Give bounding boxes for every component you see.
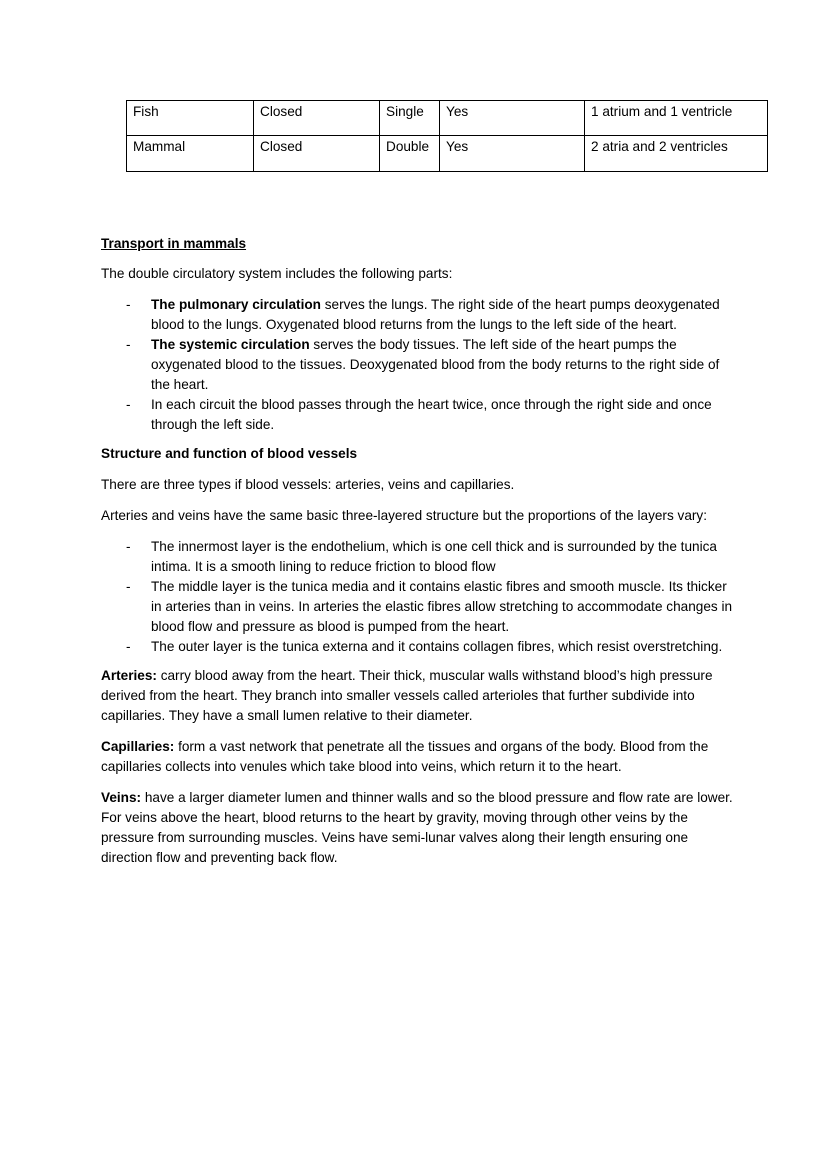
veins-text: have a larger diameter lumen and thinner walls and so the blood pressure and flow rate are lower. For veins above the heart, blood returns to the heart by gravity, moving through other veins by the pressure from surrounding muscles. Veins have semi-lunar valves along their length ensuring one direction flow and preventing back flow. (101, 790, 733, 865)
section-heading-blood-vessels: Structure and function of blood vessels (101, 446, 358, 461)
capillaries-paragraph (101, 737, 741, 777)
term-veins: Veins: (101, 790, 142, 805)
cell-heart: Yes (440, 101, 585, 136)
list-item (101, 335, 741, 395)
bullet-dash: - (126, 297, 131, 312)
term-capillaries: Capillaries: (101, 739, 175, 754)
circulation-list (101, 295, 741, 435)
circulatory-systems-table (126, 100, 768, 172)
list-item-text: The innermost layer is the endothelium, which is one cell thick and is surrounded by the tunica intima. It is a smooth lining to reduce friction to blood flow (151, 539, 717, 574)
table-row (127, 136, 768, 172)
table-row (127, 101, 768, 136)
cell-organism: Fish (127, 101, 254, 136)
bullet-dash: - (126, 579, 131, 594)
term-pulmonary: The pulmonary circulation (151, 297, 321, 312)
list-item (101, 637, 741, 657)
cell-system-type: Closed (254, 136, 380, 172)
arteries-text: carry blood away from the heart. Their thick, muscular walls withstand blood’s high pressure derived from the heart. They branch into smaller vessels called arterioles that further subdivide into capillaries. They have a small lumen relative to their diameter. (101, 668, 713, 723)
arteries-paragraph (101, 666, 741, 726)
list-item-text: serves the body tissues. The left side of the heart pumps the oxygenated blood to the tissues. Deoxygenated blood from the body returns to the right side of the heart. (151, 337, 720, 392)
bullet-dash: - (126, 397, 131, 412)
cell-circulation: Single (380, 101, 440, 136)
term-arteries: Arteries: (101, 668, 157, 683)
cell-chambers: 2 atria and 2 ventricles (585, 136, 768, 172)
intro-paragraph: The double circulatory system includes the following parts: (101, 266, 453, 281)
cell-chambers: 1 atrium and 1 ventricle (585, 101, 768, 136)
list-item (101, 577, 741, 637)
layers-list (101, 537, 741, 657)
cell-organism: Mammal (127, 136, 254, 172)
term-systemic: The systemic circulation (151, 337, 310, 352)
document-body (101, 234, 741, 879)
cell-system-type: Closed (254, 101, 380, 136)
list-item (101, 395, 741, 435)
list-item-text: The middle layer is the tunica media and it contains elastic fibres and smooth muscle. Its thicker in arteries than in veins. In arteries the elastic fibres allow stretching to accommodate changes in blood flow and pressure as blood is pumped from the heart. (151, 579, 733, 634)
list-item (101, 295, 741, 335)
bullet-dash: - (126, 539, 131, 554)
bullet-dash: - (126, 639, 131, 654)
list-item-text: serves the lungs. The right side of the heart pumps deoxygenated blood to the lungs. Oxygenated blood returns from the lungs to the left side of the heart. (151, 297, 720, 332)
list-item-text: The outer layer is the tunica externa and it contains collagen fibres, which resist overstretching. (151, 639, 723, 654)
capillaries-text: form a vast network that penetrate all the tissues and organs of the body. Blood from the capillaries collects into venules which take blood into veins, which return it to the heart. (101, 739, 709, 774)
bullet-dash: - (126, 337, 131, 352)
section-heading-transport: Transport in mammals (101, 236, 247, 251)
layers-paragraph: Arteries and veins have the same basic three-layered structure but the proportions of the layers vary: (101, 508, 707, 523)
vessel-types-paragraph: There are three types if blood vessels: arteries, veins and capillaries. (101, 477, 515, 492)
list-item-text: In each circuit the blood passes through the heart twice, once through the right side and once through the left side. (151, 397, 712, 432)
list-item (101, 537, 741, 577)
veins-paragraph (101, 788, 741, 868)
cell-circulation: Double (380, 136, 440, 172)
cell-heart: Yes (440, 136, 585, 172)
